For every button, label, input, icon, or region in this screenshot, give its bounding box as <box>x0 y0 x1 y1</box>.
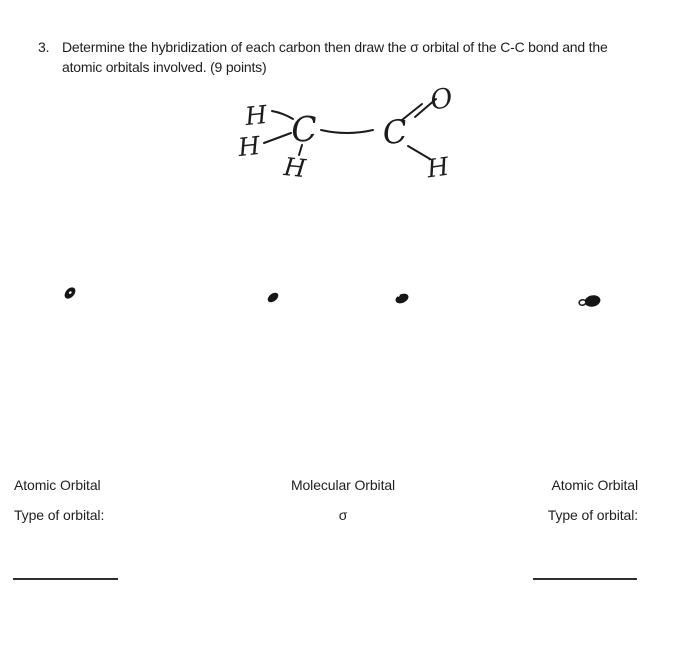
atom-label-C: C <box>380 111 410 153</box>
ink-marks <box>62 285 601 308</box>
heading-molecular-orbital: Molecular Orbital <box>290 477 396 493</box>
atom-label-H: H <box>282 151 308 184</box>
ink-mark <box>266 291 280 304</box>
ink-mark <box>394 292 410 306</box>
atom-label-C: C <box>289 109 319 151</box>
question-text-line-2: atomic orbitals involved. (9 points) <box>62 59 267 75</box>
type-of-orbital-label-left: Type of orbital: <box>14 507 105 523</box>
type-of-orbital-label-right: Type of orbital: <box>547 507 638 523</box>
bond-H-C-left <box>264 133 291 143</box>
question-number: 3. <box>38 39 50 55</box>
answer-blank-right[interactable] <box>533 578 637 580</box>
question-text-line-1: Determine the hybridization of each carbon then draw the σ orbital of the C-C bond and the <box>62 39 608 55</box>
atom-label-H: H <box>243 99 269 132</box>
atom-label-H: H <box>424 151 451 184</box>
ink-mark <box>579 299 587 306</box>
heading-atomic-orbital-right: Atomic Orbital <box>551 477 638 493</box>
atom-label-H: H <box>236 130 262 163</box>
answer-blank-left[interactable] <box>13 578 118 580</box>
molecule-structure <box>236 82 455 183</box>
heading-atomic-orbital-left: Atomic Orbital <box>14 477 101 493</box>
sigma-symbol: σ <box>338 507 348 523</box>
atom-label-O: O <box>427 82 456 117</box>
bond-C-C-sigma <box>321 130 373 133</box>
